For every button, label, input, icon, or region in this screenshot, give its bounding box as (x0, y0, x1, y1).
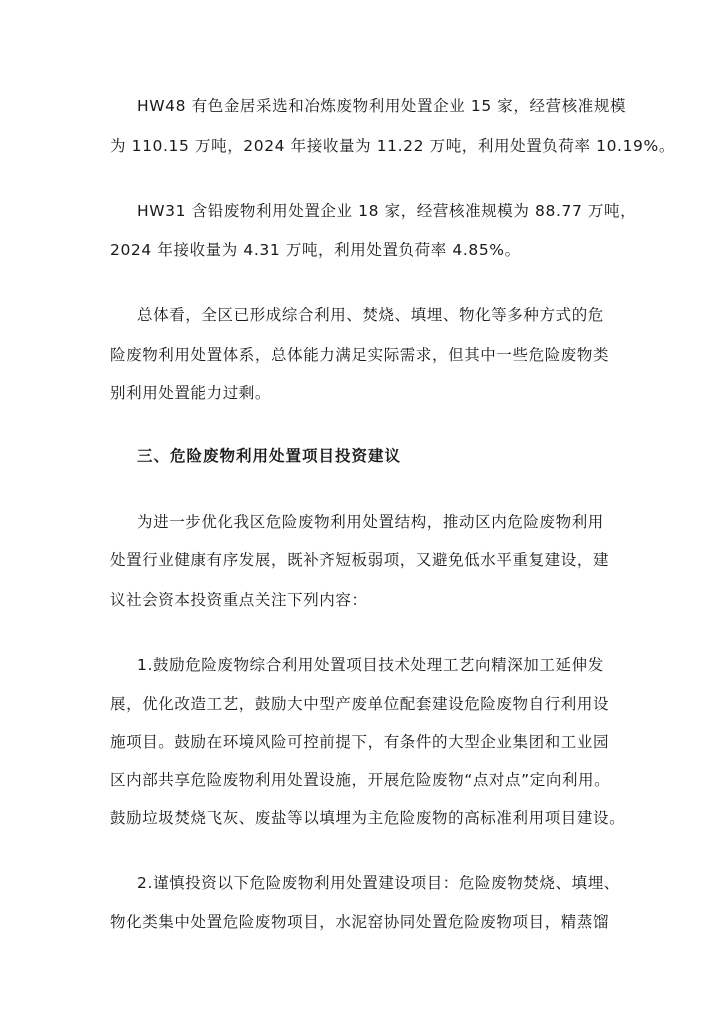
paragraph-1-line-2: 为 110.15 万吨，2024 年接收量为 11.22 万吨，利用处置负荷率 10.19%。 (110, 137, 675, 155)
paragraph-2-line-2: 2024 年接收量为 4.31 万吨，利用处置负荷率 4.85%。 (110, 241, 521, 259)
paragraph-3-line-1: 总体看，全区已形成综合利用、焚烧、填埋、物化等多种方式的危 (137, 306, 604, 324)
paragraph-6-line-1: 2.谨慎投资以下危险废物利用处置建设项目：危险废物焚烧、填埋、 (137, 874, 620, 892)
paragraph-4-line-1: 为进一步优化我区危险废物利用处置结构，推动区内危险废物利用 (137, 513, 604, 531)
paragraph-3-line-2: 险废物利用处置体系，总体能力满足实际需求，但其中一些危险废物类 (110, 346, 610, 364)
paragraph-4-line-2: 处置行业健康有序发展，既补齐短板弱项，又避免低水平重复建设，建 (110, 551, 610, 569)
paragraph-5-line-5: 鼓励垃圾焚烧飞灰、废盐等以填埋为主危险废物的高标准利用项目建设。 (110, 809, 626, 827)
paragraph-1-line-1: HW48 有色金居采选和冶炼废物利用处置企业 15 家，经营核准规模 (137, 97, 627, 115)
paragraph-3-line-3: 别利用处置能力过剩。 (110, 384, 272, 402)
paragraph-5-line-4: 区内部共享危险废物利用处置设施，开展危险废物“点对点”定向利用。 (110, 771, 611, 789)
paragraph-5-line-1: 1.鼓励危险废物综合利用处置项目技术处理工艺向精深加工延伸发 (137, 656, 604, 674)
paragraph-5-line-3: 施项目。鼓励在环境风险可控前提下，有条件的大型企业集团和工业园 (110, 733, 610, 751)
paragraph-4-line-3: 议社会资本投资重点关注下列内容： (110, 591, 368, 609)
paragraph-2-line-1: HW31 含铅废物利用处置企业 18 家，经营核准规模为 88.77 万吨， (137, 202, 637, 220)
section-heading: 三、危险废物利用处置项目投资建议 (137, 447, 402, 465)
paragraph-6-line-2: 物化类集中处置危险废物项目，水泥窑协同处置危险废物项目，精蒸馏 (110, 913, 610, 931)
paragraph-5-line-2: 展，优化改造工艺，鼓励大中型产废单位配套建设危险废物自行利用设 (110, 695, 610, 713)
